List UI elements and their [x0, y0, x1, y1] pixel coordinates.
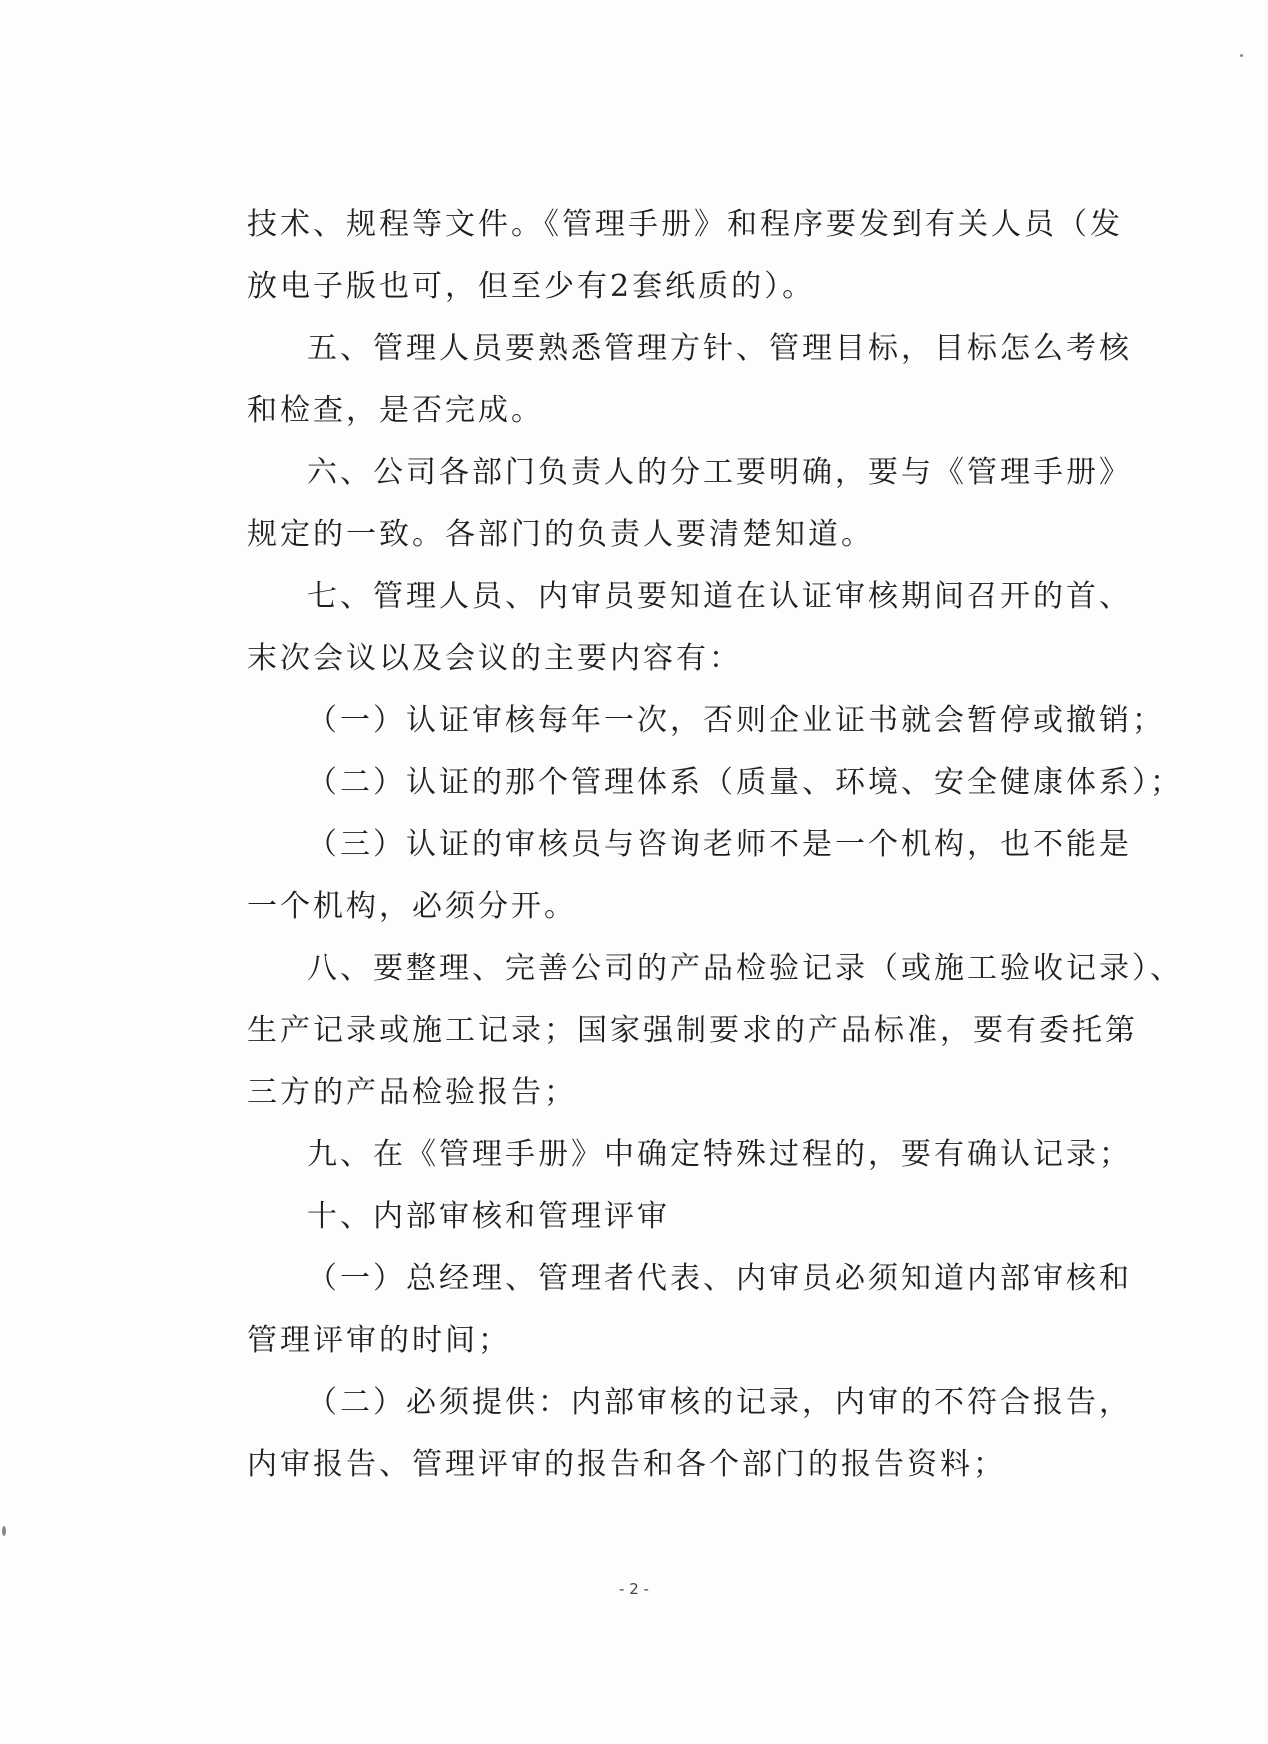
text-line-21: 内审报告、管理评审的报告和各个部门的报告资料； — [247, 1447, 1006, 1482]
text-line-4: 和检查，是否完成。 — [247, 393, 544, 428]
text-line-6: 规定的一致。各部门的负责人要清楚知道。 — [247, 517, 874, 552]
text-line-12: 一个机构，必须分开。 — [247, 889, 577, 924]
text-line-16: 九、在《管理手册》中确定特殊过程的，要有确认记录； — [307, 1137, 1132, 1172]
text-line-18: （一）总经理、管理者代表、内审员必须知道内部审核和 — [307, 1261, 1132, 1296]
page-number: - 2 - — [619, 1580, 649, 1598]
text-line-9: （一）认证审核每年一次，否则企业证书就会暂停或撤销； — [307, 703, 1165, 738]
text-line-2: 放电子版也可，但至少有2套纸质的）。 — [247, 269, 816, 304]
text-line-11: （三）认证的审核员与咨询老师不是一个机构，也不能是 — [307, 827, 1132, 862]
scan-speck — [2, 1526, 6, 1536]
scan-speck — [1240, 54, 1243, 57]
text-line-20: （二）必须提供：内部审核的记录，内审的不符合报告， — [307, 1385, 1132, 1420]
text-line-7: 七、管理人员、内审员要知道在认证审核期间召开的首、 — [307, 579, 1132, 614]
text-line-15: 三方的产品检验报告； — [247, 1075, 577, 1110]
text-line-19: 管理评审的时间； — [247, 1323, 511, 1358]
text-line-13: 八、要整理、完善公司的产品检验记录（或施工验收记录）、 — [307, 951, 1183, 986]
text-line-14: 生产记录或施工记录；国家强制要求的产品标准，要有委托第 — [247, 1013, 1138, 1048]
text-line-1: 技术、规程等文件。《管理手册》和程序要发到有关人员（发 — [247, 207, 1123, 242]
text-line-5: 六、公司各部门负责人的分工要明确，要与《管理手册》 — [307, 455, 1132, 490]
text-line-10: （二）认证的那个管理体系（质量、环境、安全健康体系）； — [307, 765, 1183, 800]
text-line-3: 五、管理人员要熟悉管理方针、管理目标，目标怎么考核 — [307, 331, 1132, 366]
text-line-17: 十、内部审核和管理评审 — [307, 1199, 670, 1234]
text-line-8: 末次会议以及会议的主要内容有： — [247, 641, 742, 676]
